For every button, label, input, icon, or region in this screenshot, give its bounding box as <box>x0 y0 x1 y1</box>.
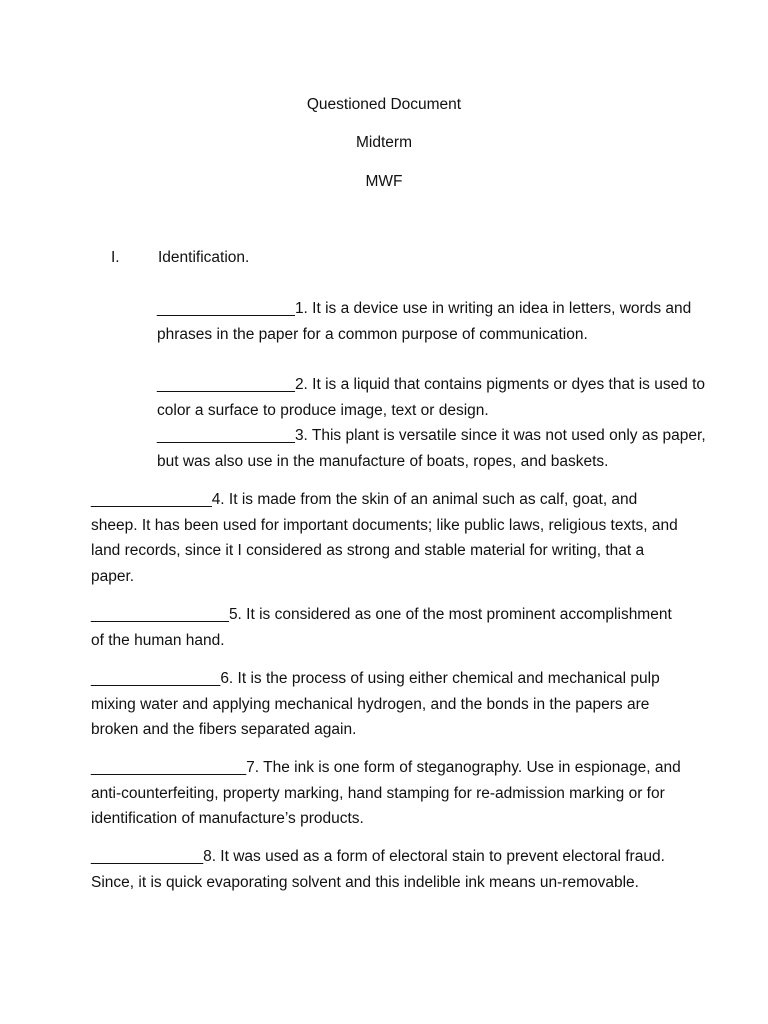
question-text: 2. It is a liquid that contains pigments or dyes that is used to color a surface to produce image, text or design. <box>157 376 706 419</box>
question-item <box>91 602 681 653</box>
answer-blank: ________________ <box>91 606 229 623</box>
class-schedule: MWF <box>365 173 403 190</box>
question-text: 5. It is considered as one of the most prominent accomplishment of the human hand. <box>91 606 672 649</box>
question-item <box>91 755 681 832</box>
document-title: Questioned Document <box>306 96 462 113</box>
answer-blank: ______________ <box>91 491 212 508</box>
answer-blank: ________________ <box>157 427 295 444</box>
question-text: 3. This plant is versatile since it was not used only as paper, but was also use in the manufacture of boats, ropes, and baskets. <box>157 427 706 470</box>
question-text: 6. It is the process of using either chemical and mechanical pulp mixing water and applying mechanical hydrogen, and the bonds in the papers are broken and the fibers separated again. <box>91 670 660 738</box>
question-item <box>91 487 681 589</box>
answer-blank: __________________ <box>91 759 247 776</box>
question-item <box>91 844 681 895</box>
question-item <box>91 666 681 743</box>
section-number: I. <box>111 249 120 266</box>
answer-blank: ________________ <box>157 376 295 393</box>
question-item <box>157 372 717 423</box>
answer-blank: _______________ <box>91 670 221 687</box>
section-title: Identification. <box>158 249 250 266</box>
question-text: 8. It was used as a form of electoral stain to prevent electoral fraud. Since, it is quick evaporating solvent and this indelible ink means un-removable. <box>91 848 665 891</box>
exam-type: Midterm <box>356 134 412 151</box>
question-text: 1. It is a device use in writing an idea in letters, words and phrases in the paper for a common purpose of communication. <box>157 300 692 343</box>
question-item <box>157 423 717 474</box>
question-text: 4. It is made from the skin of an animal such as calf, goat, and sheep. It has been used for important documents; like public laws, religious texts, and land records, since it I considered as strong and stable material for writing, that a paper. <box>91 491 678 585</box>
answer-blank: ________________ <box>157 300 295 317</box>
question-text: 7. The ink is one form of steganography. Use in espionage, and anti-counterfeiting, property marking, hand stamping for re-admission marking or for identification of manufacture’s products. <box>91 759 681 827</box>
answer-blank: _____________ <box>91 848 204 865</box>
question-item <box>157 296 717 347</box>
